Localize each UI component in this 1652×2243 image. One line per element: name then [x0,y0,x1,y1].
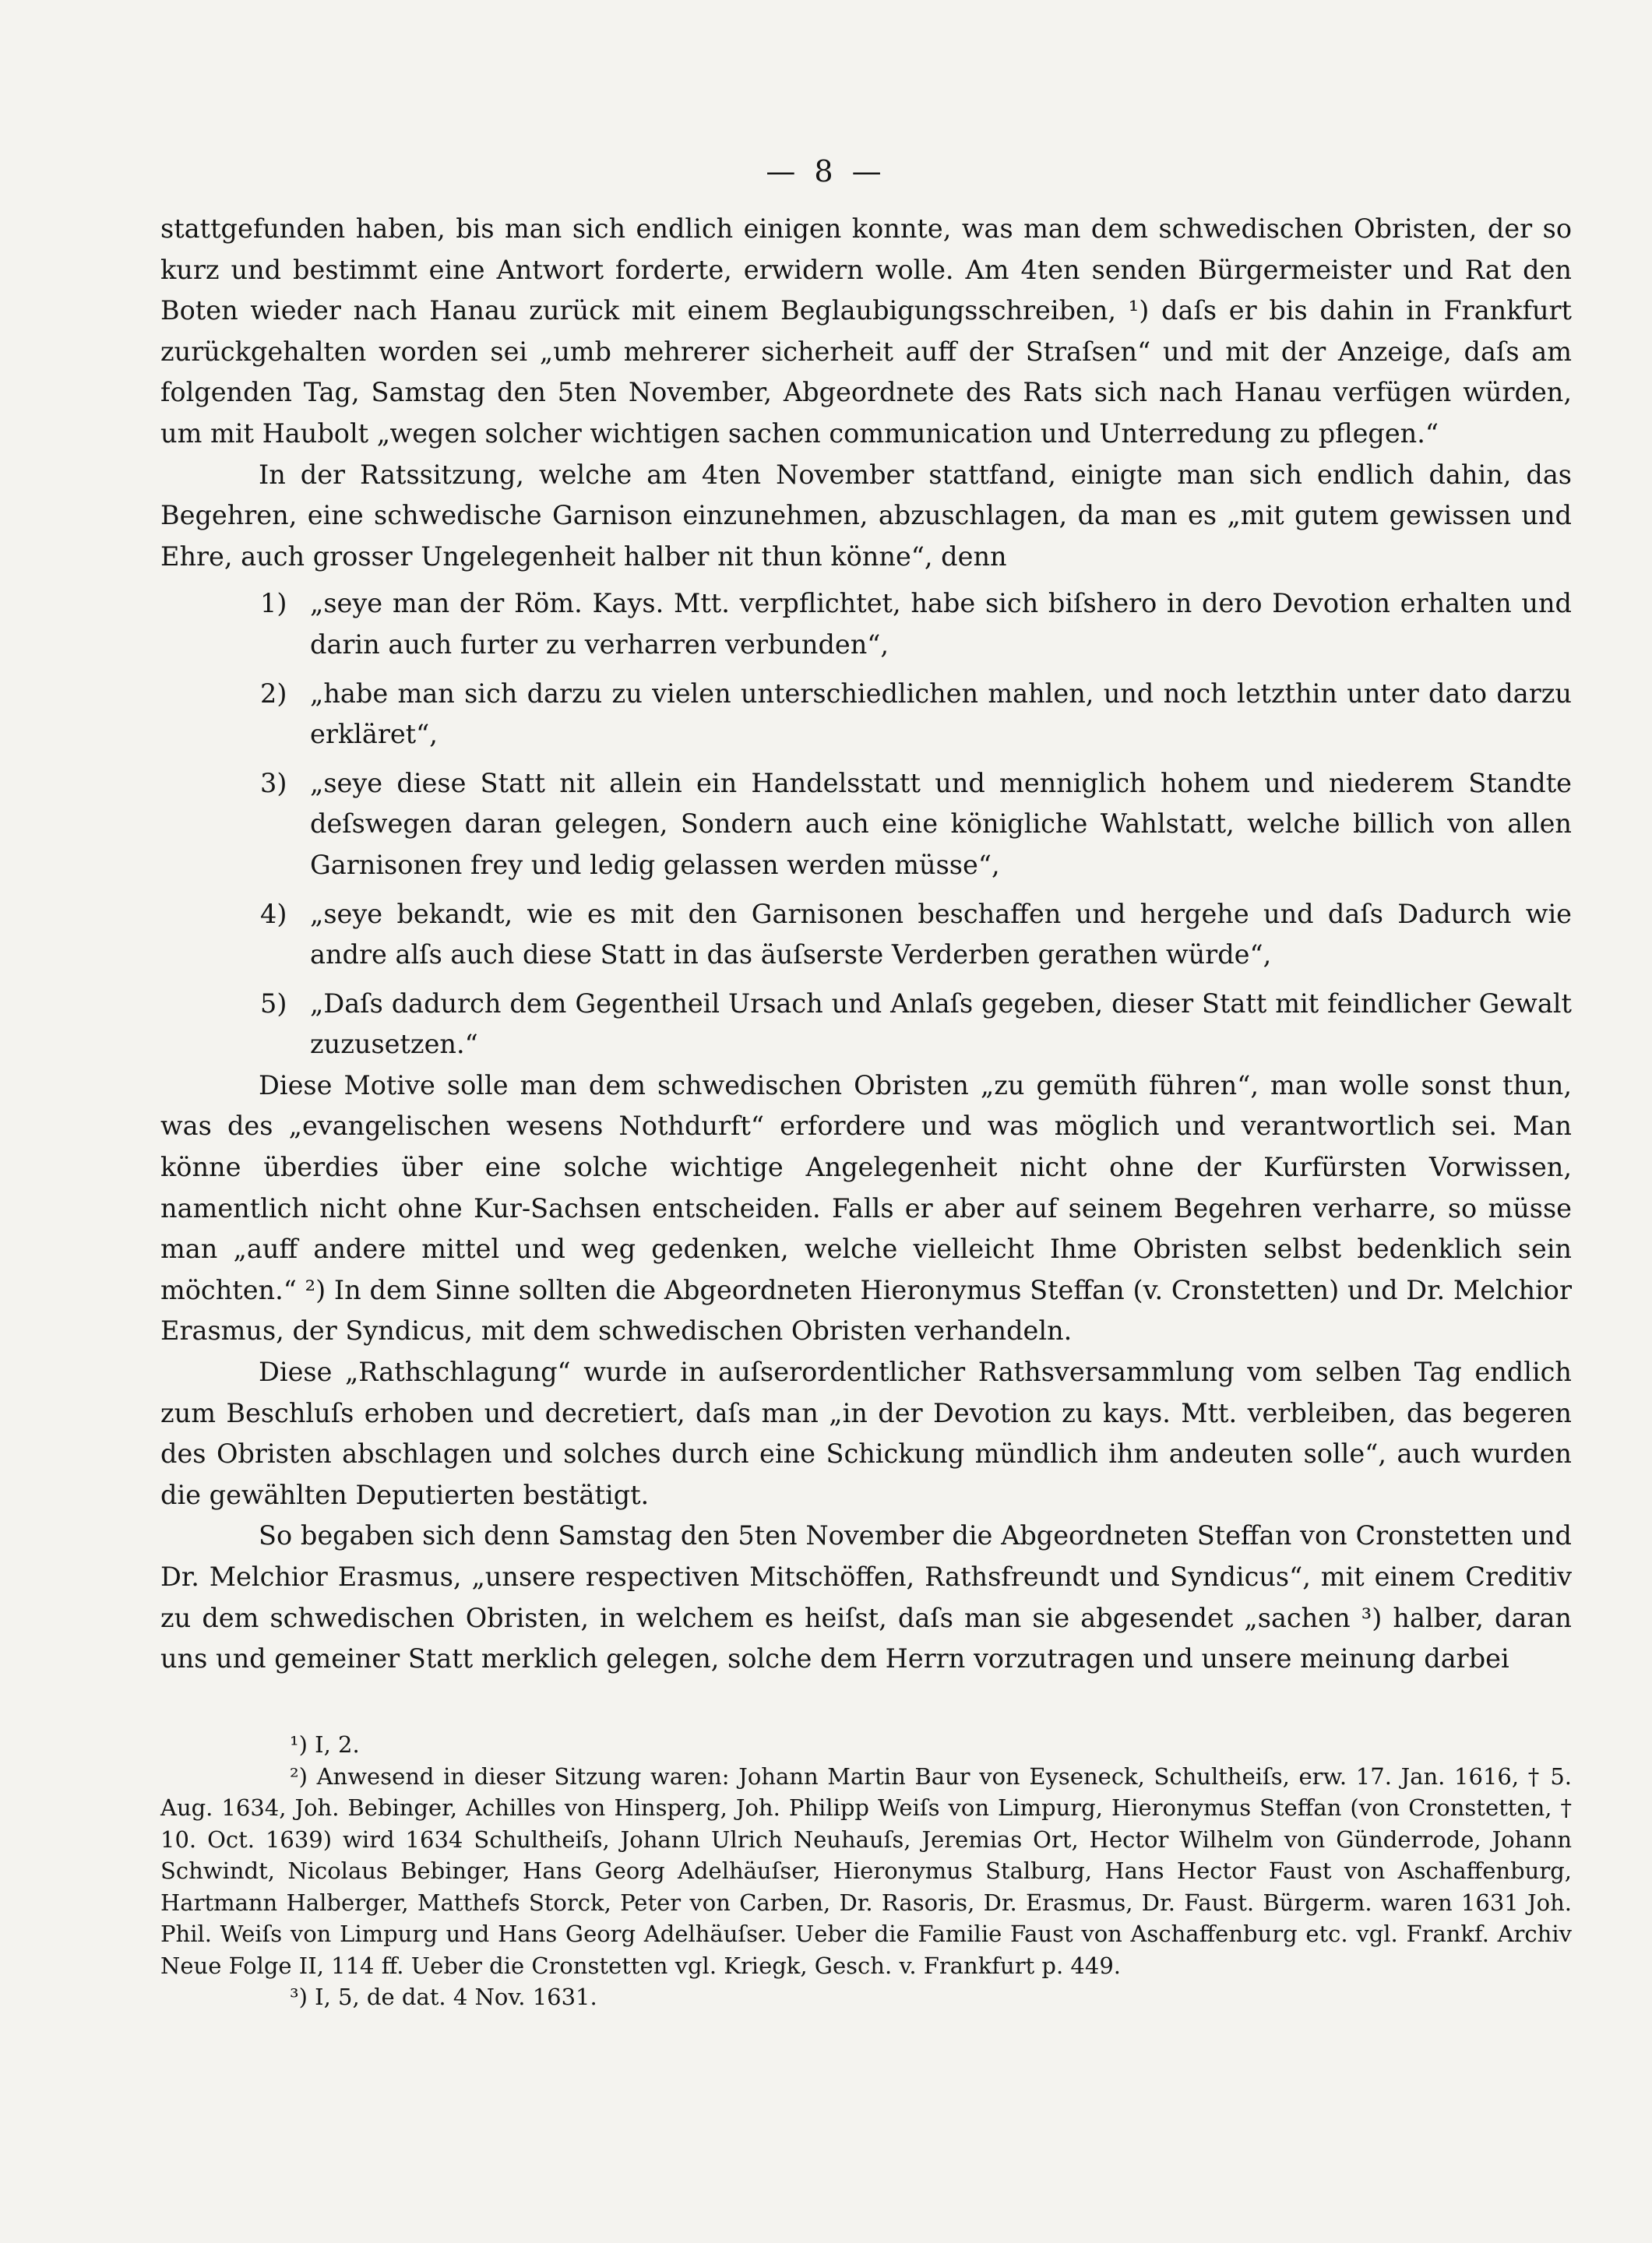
list-number: 3) [260,767,287,798]
list-item [160,984,1572,1065]
page-number: — 8 — [766,154,886,188]
list-text: „seye diese Statt nit allein ein Handelsstatt und menniglich hohem und niederem Standte deſswegen daran gelegen, Sondern auch eine königliche Wahlstatt, welche billich von allen Garnisonen frey und ledig gelassen werden müsse“, [310,767,1572,880]
list-item [160,894,1572,976]
list-number: 5) [260,988,287,1019]
numbered-list [160,583,1572,1065]
list-text: „seye bekandt, wie es mit den Garnisonen beschaffen und hergehe und daſs Dadurch wie andre alſs auch diese Statt in das äuſserste Verderben gerathen würde“, [310,898,1572,970]
list-text: „Daſs dadurch dem Gegentheil Ursach und Anlaſs gegeben, dieser Statt mit feindlicher Gewalt zuzusetzen.“ [310,988,1572,1060]
footnotes [160,1729,1572,2013]
paragraph: Diese Motive solle man dem schwedischen Obristen „zu gemüth führen“, man wolle sonst thun, was des „evangelischen wesens Nothdurft“ erfordere und was möglich und verantwortlich sei. Man könne überdies über eine solche wichtige Angelegenheit nicht ohne der Kurfürsten Vorwissen, namentlich nicht ohne Kur-Sachsen entscheiden. Falls er aber auf seinem Begehren verharre, so müsse man „auff andere mittel und weg gedenken, welche vielleicht Ihme Obristen selbst bedenklich sein möchten.“ ²) In dem Sinne sollten die Abgeordneten Hieronymus Steffan (v. Cronstetten) und Dr. Melchior Erasmus, der Syndicus, mit dem schwedischen Obristen verhandeln. [160,1069,1572,1347]
list-item [160,763,1572,886]
footnote: ¹) I, 2. [290,1731,360,1758]
list-item [160,583,1572,665]
list-item [160,674,1572,755]
list-number: 2) [260,678,287,709]
paragraph: In der Ratssitzung, welche am 4ten November stattfand, einigte man sich endlich dahin, das Begehren, eine schwedische Garnison einzunehmen, abzuschlagen, da man es „mit gutem gewissen und Ehre, auch grosser Ungelegenheit halber nit thun könne“, denn [160,459,1572,572]
footnote: ²) Anwesend in dieser Sitzung waren: Johann Martin Baur von Eyseneck, Schultheiſs, erw. 17. Jan. 1616, † 5. Aug. 1634, Joh. Bebinger, Achilles von Hinsperg, Joh. Philipp Weiſs von Limpurg, Hieronymus Steffan (von Cronstetten, † 10. Oct. 1639) wird 1634 Schultheiſs, Johann Ulrich Neuhauſs, Jeremias Ort, Hector Wilhelm von Günderrode, Johann Schwindt, Nicolaus Bebinger, Hans Georg Adelhäuſser, Hieronymus Stalburg, Hans Hector Faust von Aschaffenburg, Hartmann Halberger, Matthefs Storck, Peter von Carben, Dr. Rasoris, Dr. Erasmus, Dr. Faust. Bürgerm. waren 1631 Joh. Phil. Weiſs von Limpurg und Hans Georg Adelhäuſser. Ueber die Familie Faust von Aschaffenburg etc. vgl. Frankf. Archiv Neue Folge II, 114 ff. Ueber die Cronstetten vgl. Kriegk, Gesch. v. Frankfurt p. 449. [160,1762,1572,1979]
paragraph: Diese „Rathschlagung“ wurde in auſserordentlicher Rathsversammlung vom selben Tag endlich zum Beschluſs erhoben und decretiert, daſs man „in der Devotion zu kays. Mtt. verbleiben, das begeren des Obristen abschlagen und solches durch eine Schickung mündlich ihm andeuten solle“, auch wurden die gewählten Deputierten bestätigt. [160,1357,1572,1510]
list-text: „seye man der Röm. Kays. Mtt. verpflichtet, habe sich biſshero in dero Devotion erhalten und darin auch furter zu verharren verbunden“, [310,588,1572,660]
paragraph: So begaben sich denn Samstag den 5ten November die Abgeordneten Steffan von Cronstetten und Dr. Melchior Erasmus, „unsere respectiven Mitschöffen, Rathsfreundt und Syndicus“, mit einem Creditiv zu dem schwedischen Obristen, in welchem es heiſst, daſs man sie abgesendet „sachen ³) halber, daran uns und gemeiner Statt merklich gelegen, solche dem Herrn vorzutragen und unsere meinung darbei [160,1520,1572,1674]
footnote: ³) I, 5, de dat. 4 Nov. 1631. [290,1984,597,2010]
main-text [160,209,1572,1680]
list-text: „habe man sich darzu zu vielen unterschiedlichen mahlen, und noch letzthin unter dato darzu erkläret“, [310,678,1572,750]
paragraph: stattgefunden haben, bis man sich endlich einigen konnte, was man dem schwedischen Obristen, der so kurz und bestimmt eine Antwort forderte, erwidern wolle. Am 4ten senden Bürgermeister und Rat den Boten wieder nach Hanau zurück mit einem Beglaubigungsschreiben, ¹) daſs er bis dahin in Frankfurt zurückgehalten worden sei „umb mehrerer sicherheit auff der Straſsen“ und mit der Anzeige, daſs am folgenden Tag, Samstag den 5ten November, Abgeordnete des Rats sich nach Hanau verfügen würden, um mit Haubolt „wegen solcher wichtigen sachen communication und Unterredung zu pflegen.“ [160,213,1572,449]
list-number: 1) [260,588,287,619]
list-number: 4) [260,898,287,929]
